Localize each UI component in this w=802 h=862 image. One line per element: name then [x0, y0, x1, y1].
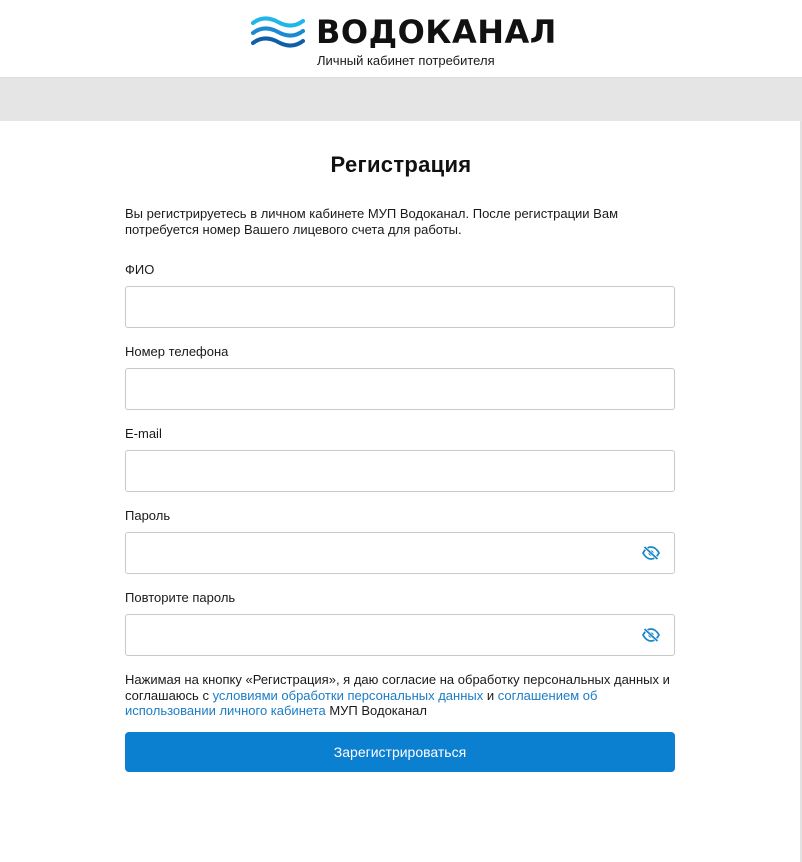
personal-data-terms-link[interactable]: условиями обработки персональных данных: [212, 687, 484, 703]
full-name-input[interactable]: [125, 286, 675, 328]
repeat-password-label: Повторите пароль: [125, 590, 236, 605]
email-input[interactable]: [125, 450, 675, 492]
waves-logo-icon: [251, 16, 305, 50]
consent-text-middle: и: [483, 687, 498, 703]
header-band: [0, 78, 802, 121]
consent-text: [125, 672, 685, 719]
password-input[interactable]: [125, 532, 675, 574]
eye-hidden-icon: [642, 546, 660, 560]
full-name-label: ФИО: [125, 262, 155, 277]
consent-text-before: Нажимая на кнопку «Регистрация», я даю согласие на обработку персональных данных и соглашаюсь с: [125, 672, 670, 703]
repeat-password-input[interactable]: [125, 614, 675, 656]
site-header: [0, 0, 802, 78]
repeat-password-visibility-toggle[interactable]: [639, 623, 663, 647]
register-button[interactable]: Зарегистрироваться: [125, 732, 675, 772]
consent-text-after: МУП Водоканал: [325, 703, 428, 718]
password-visibility-toggle[interactable]: [639, 541, 663, 565]
account-usage-agreement-link[interactable]: соглашением об использовании личного кабинета: [125, 687, 598, 718]
email-label: E-mail: [125, 426, 162, 441]
logo-title: ВОДОКАНАЛ: [316, 13, 557, 51]
logo-subtitle: Личный кабинет потребителя: [317, 53, 495, 68]
page-title: Регистрация: [330, 152, 472, 177]
password-label: Пароль: [125, 508, 171, 523]
phone-input[interactable]: [125, 368, 675, 410]
intro-text: Вы регистрируетесь в личном кабинете МУП Водоканал. После регистрации Вам потребуется номер Вашего лицевого счета для работы.: [125, 206, 619, 237]
eye-hidden-icon: [642, 628, 660, 642]
phone-label: Номер телефона: [125, 344, 229, 359]
